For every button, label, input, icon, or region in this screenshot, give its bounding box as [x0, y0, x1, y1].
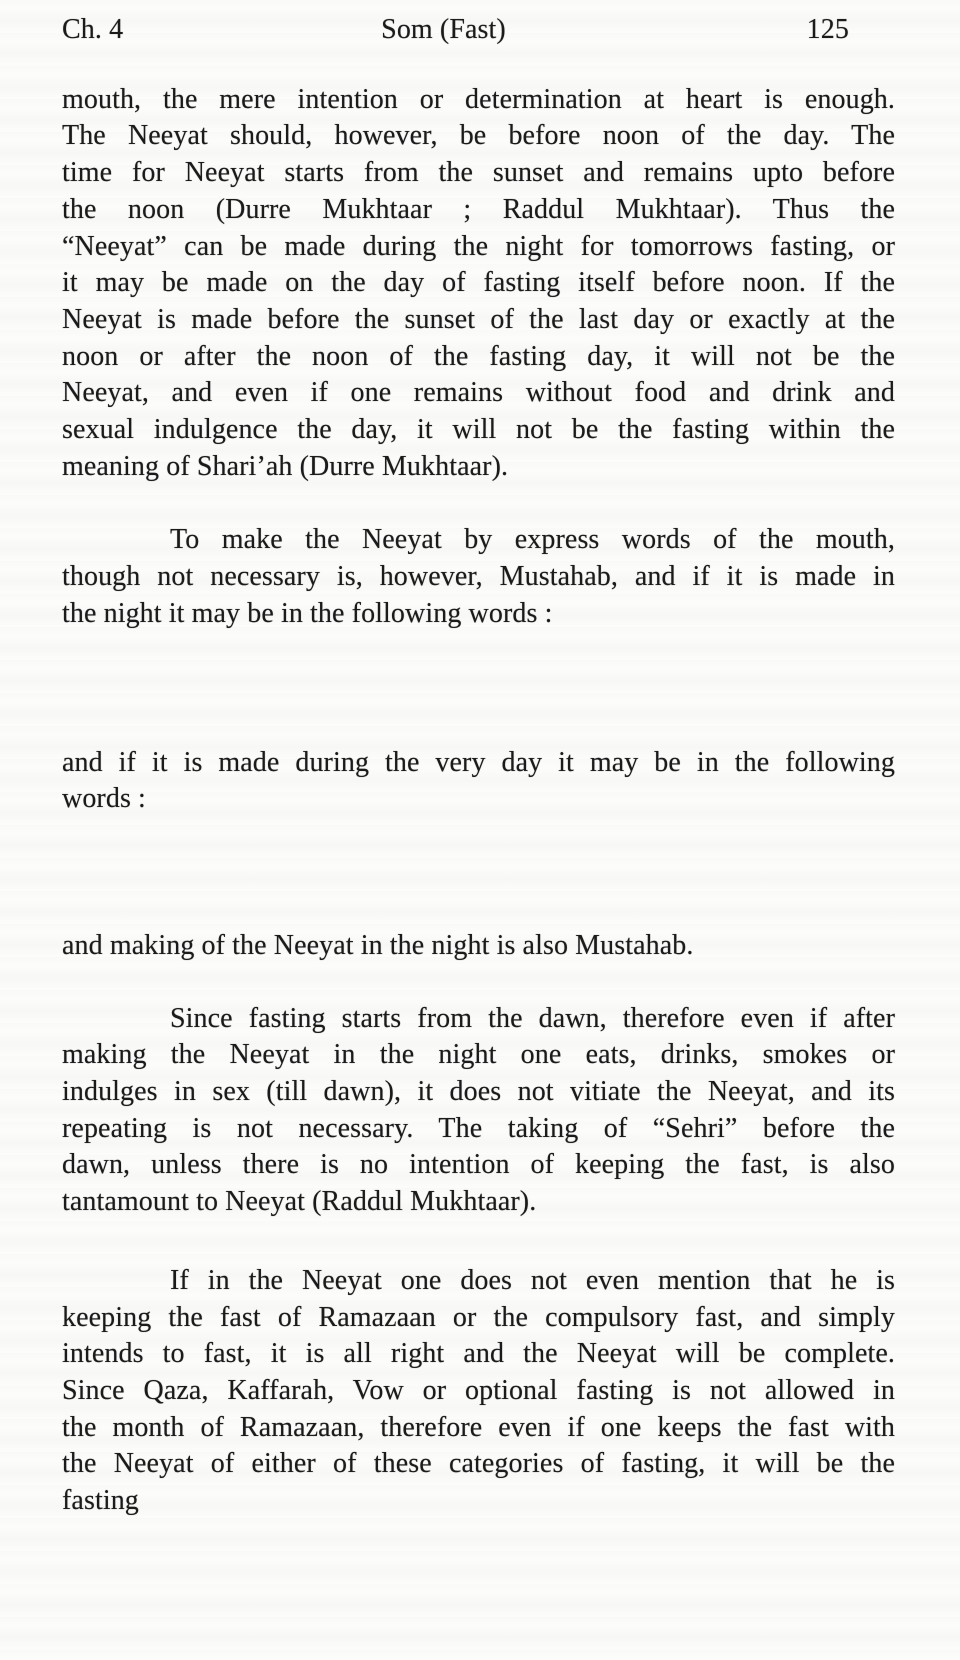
paragraph-neeyat-words-night [62, 522, 895, 632]
text-line: sexual indulgence the day, it will not be the fasting within the [62, 414, 895, 446]
text-line: words : [62, 783, 146, 815]
page-title: Som (Fast) [381, 14, 506, 45]
paragraph-fasting-dawn [62, 1001, 895, 1221]
text-line: noon or after the noon of the fasting day, it will not be the [62, 340, 895, 372]
text-line: The Neeyat should, however, be before noon of the day. The [62, 120, 895, 152]
text-line: making the Neeyat in the night one eats, drinks, smokes or [62, 1039, 895, 1071]
page-number: 125 [806, 14, 849, 45]
text-line: and if it is made during the very day it may be in the following [62, 746, 895, 778]
text-line: it may be made on the day of fasting itself before noon. If the [62, 267, 895, 299]
paragraph-ramazaan-neeyat [62, 1263, 895, 1520]
text-line: If in the Neeyat one does not even mention that he is [170, 1264, 895, 1296]
text-line: tantamount to Neeyat (Raddul Mukhtaar). [62, 1186, 537, 1218]
chapter-label: Ch. 4 [62, 14, 124, 45]
text-line: meaning of Shari’ah (Durre Mukhtaar). [62, 450, 509, 482]
paragraph-neeyat-words-day [62, 745, 895, 818]
text-line: the Neeyat of either of these categories of fasting, it will be the [62, 1448, 895, 1480]
text-line: time for Neeyat starts from the sunset and remains upto before [62, 157, 895, 189]
text-line: the noon (Durre Mukhtaar ; Raddul Mukhtaar). Thus the [62, 193, 895, 225]
text-line: the night it may be in the following words : [62, 597, 553, 629]
text-line: Since Qaza, Kaffarah, Vow or optional fasting is not allowed in [62, 1374, 895, 1406]
text-line: dawn, unless there is no intention of keeping the fast, is also [62, 1149, 895, 1181]
text-line: the month of Ramazaan, therefore even if one keeps the fast with [62, 1411, 895, 1443]
text-line: though not necessary is, however, Mustahab, and if it is made in [62, 561, 895, 593]
text-line: intends to fast, it is all right and the Neeyat will be complete. [62, 1338, 895, 1370]
text-line: mouth, the mere intention or determination at heart is enough. [62, 83, 895, 115]
page-header [62, 12, 895, 49]
text-line: and making of the Neeyat in the night is also Mustahab. [62, 929, 694, 961]
text-line: “Neeyat” can be made during the night for tomorrows fasting, or [62, 230, 895, 262]
text-line: Neeyat, and even if one remains without food and drink and [62, 377, 895, 409]
text-line: fasting [62, 1485, 139, 1517]
text-line: Since fasting starts from the dawn, therefore even if after [170, 1002, 895, 1034]
paragraph-neeyat-timing [62, 82, 895, 486]
paragraph-night-mustahab [62, 928, 895, 965]
text-line: repeating is not necessary. The taking of “Sehri” before the [62, 1112, 895, 1144]
text-line: keeping the fast of Ramazaan or the compulsory fast, and simply [62, 1301, 895, 1333]
text-line: Neeyat is made before the sunset of the last day or exactly at the [62, 303, 895, 335]
text-line: To make the Neeyat by express words of the mouth, [170, 524, 895, 556]
text-line: indulges in sex (till dawn), it does not vitiate the Neeyat, and its [62, 1076, 895, 1108]
